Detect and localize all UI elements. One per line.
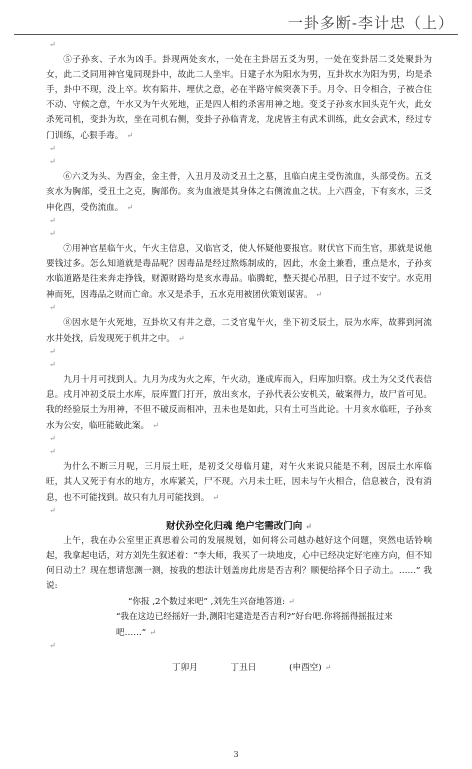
page-number: 3 bbox=[233, 750, 239, 759]
paragraph-text: ⑥六爻为头、为酉金，金主骨，入丑月及动爻丑土之墓，且临白虎主受伤流血，头部受伤。五爻亥水为胸部，受丑土之克，胸部伤。亥为血液是其身体之右侧流血之状。上六酉金，下有亥水，三爻申化酉，受伤流血。 bbox=[46, 172, 432, 213]
paragraph-mark-icon: ↵ bbox=[152, 421, 159, 430]
paragraph-mark-icon: ↵ bbox=[49, 229, 56, 238]
blank-line bbox=[46, 434, 432, 447]
section-paragraph bbox=[46, 242, 432, 303]
quote-text: “你报 ,2个数过来吧” ,刘先生兴奋地答道: bbox=[128, 597, 285, 607]
paragraph-mark-icon: ↵ bbox=[49, 641, 56, 650]
paragraph-mark-icon: ↵ bbox=[49, 347, 56, 356]
header-title: 一卦多断-李计忠（上） bbox=[287, 14, 454, 32]
paragraph-text: ⑧因水是午火死地，互卦坎又有井之意，二爻官鬼午火，坐下初爻辰土，辰为水库，故葬到河流水井处找，后发现死于机井之中。 bbox=[46, 318, 432, 344]
page-content bbox=[46, 40, 432, 676]
blank-line bbox=[46, 360, 432, 373]
paragraph-mark-icon: ↵ bbox=[324, 663, 332, 672]
quote-text: “我在这边已经摇好一卦,测阳宅建造是否吉利?”好台吧.你将摇得摇报过来吧……” bbox=[116, 612, 393, 638]
section-paragraph bbox=[46, 316, 432, 347]
story-intro bbox=[46, 534, 432, 594]
paragraph-mark-icon: ↵ bbox=[149, 628, 156, 637]
blank-line bbox=[46, 303, 432, 316]
blank-line bbox=[46, 641, 432, 654]
story-title bbox=[46, 519, 432, 534]
paragraph-mark-icon: ↵ bbox=[49, 447, 56, 456]
paragraph-text: 为什么不断三月呢，三月辰土旺，是初爻父母临月建，对午火来说只能是不利，因辰土水库临旺，其人又死于有水的地方，水库紧关，尸不现。六月未土旺，因未与午火相合，信息被合，没有消息，也不可能找到。故只有九月可能找到。 bbox=[46, 462, 432, 503]
paragraph-mark-icon: ↵ bbox=[49, 303, 56, 312]
paragraph-mark-icon: ↵ bbox=[177, 334, 185, 343]
blank-line bbox=[46, 157, 432, 170]
paragraph-mark-icon: ↵ bbox=[49, 434, 56, 443]
paragraph-mark-icon: ↵ bbox=[315, 290, 323, 299]
paragraph-mark-icon: ↵ bbox=[212, 493, 219, 502]
paragraph-mark-icon: ↵ bbox=[126, 131, 134, 140]
story-quote-1 bbox=[46, 594, 432, 610]
paragraph-text: ⑤子孙亥、子水为凶手。卦现两处亥水，一处在主卦居五爻为男，一处在变卦居二爻处聚卦为女，此二爻同用神官鬼同现卦中，故此二人坐牢。日建子水为阳水为男，互卦坎水为阳为男，均是杀手，卦中不现，没上卒。坎有陷井、埋伏之意，必在半路守候突袭下手。月令、日令相合，子被合住不动、守候之意，午水又为午火死地，正是四人相约杀害用神之地。变爻子孙亥水回头克午火，此女杀死司机，变卦为坎，坐在司机右侧，变卦子孙临青龙，龙虎皆主有武术训练，此女会武术，经过专门训练，心狠手毒。 bbox=[46, 55, 432, 141]
paragraph-mark-icon: ↵ bbox=[305, 521, 312, 531]
story-intro-text: 上午，我在办公室里正真思着公司的发展规划，如何将公司越办越好这个问题，突然电话铃响起，我拿起电话，对方刘先生叙述着：“李大师，我买了一块地皮，心中已经决定好宅座方向，但不知何日动土？现在想请您测一测，按我的想法计划盖房此房是否吉利？顺便给择个日子动土。……” 我说: bbox=[46, 536, 432, 591]
paragraph-text: ⑦用神官星临午火，午火主信息，又临官爻，使人怀疑他要报官。财伏官下而生官，那就是说他要钱过多。怎么知道就是毒品呢？因毒品是经过熬炼制成的，因此，水金土兼看，重点是水，子孙亥水临道路是往来奔走挣钱，财源财路均是亥水毒品。临腾蛇，整天提心吊胆，日子过不安宁。水克用神而死，因毒品之财而亡命。水又是杀手，五水克用被团伙策划谋害。 bbox=[46, 244, 432, 300]
section-paragraph bbox=[46, 460, 432, 506]
section-paragraph bbox=[46, 53, 432, 144]
paragraph-mark-icon: ↵ bbox=[49, 40, 56, 49]
blank-line bbox=[46, 447, 432, 460]
paragraph-mark-icon: ↵ bbox=[126, 203, 134, 212]
paragraph-mark-icon: ↵ bbox=[287, 597, 295, 606]
date-line-text: 丁卯月 丁丑日 (申酉空) bbox=[172, 663, 322, 673]
story-title-text: 财伏孙空化归魂 绝户宅需改门向 bbox=[165, 521, 303, 532]
section-paragraph bbox=[46, 373, 432, 434]
date-line bbox=[46, 660, 432, 676]
blank-line bbox=[46, 229, 432, 242]
blank-line bbox=[46, 216, 432, 229]
paragraph-mark-icon: ↵ bbox=[49, 360, 56, 369]
blank-line bbox=[46, 506, 432, 519]
section-paragraph bbox=[46, 170, 432, 216]
blank-line bbox=[46, 347, 432, 360]
paragraph-mark-icon: ↵ bbox=[49, 506, 56, 515]
paragraph-mark-icon: ↵ bbox=[49, 144, 56, 153]
blank-line bbox=[46, 40, 432, 53]
paragraph-text: 九月十月可找到人。九月为戌为火之库，午火动，逢成库而入，归库加归察。戌土为父爻代表信息。戌月冲初爻辰土水库，辰库置门打开，放出亥水，子孙代表公安机关，破案得力，故尸首可见。我的经验辰土为用神，不但不破反而相冲，丑未也是如此，只有土可当此论。十月亥水临旺，子孙亥水为公安，临旺能破此案。 bbox=[46, 375, 432, 431]
story-quote-2 bbox=[46, 610, 432, 641]
paragraph-mark-icon: ↵ bbox=[49, 157, 56, 166]
page-header bbox=[14, 6, 458, 35]
paragraph-mark-icon: ↵ bbox=[49, 216, 56, 225]
blank-line bbox=[46, 144, 432, 157]
